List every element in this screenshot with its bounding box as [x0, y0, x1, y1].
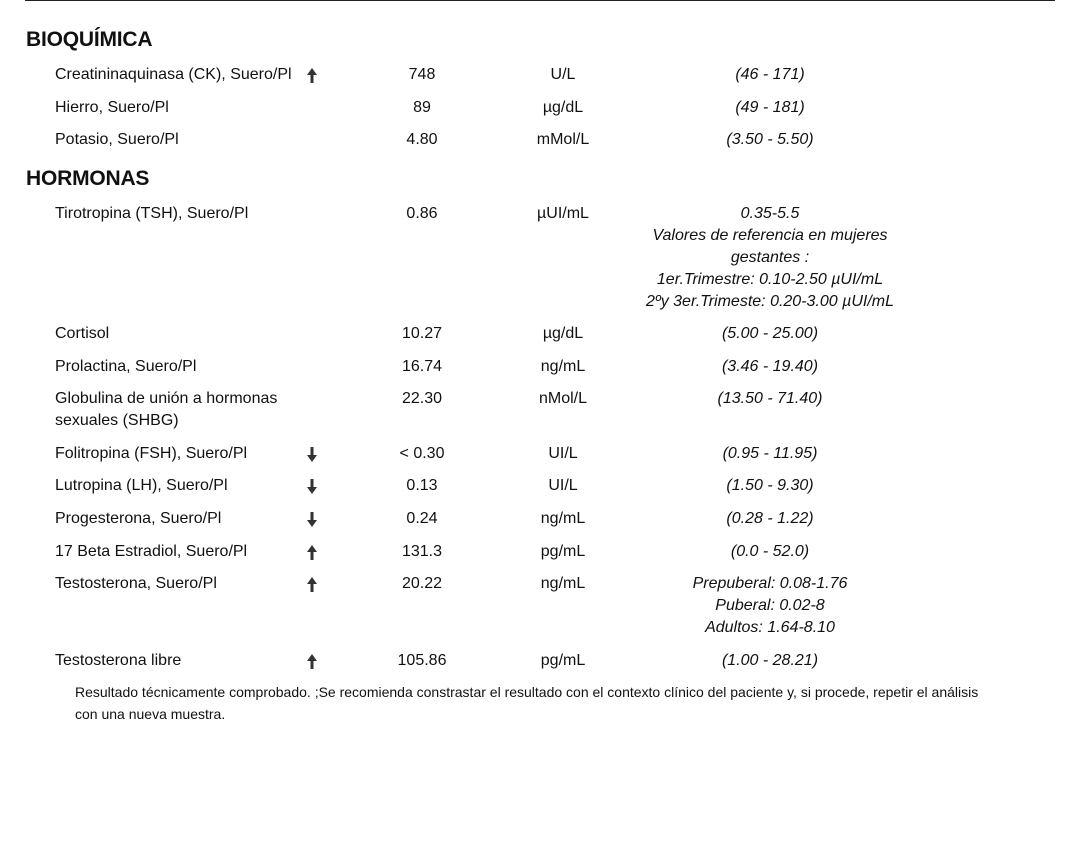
- test-value: 20.22: [401, 575, 443, 592]
- test-value: 105.86: [397, 652, 447, 669]
- test-unit: ng/mL: [540, 575, 586, 592]
- test-value: 0.13: [406, 477, 438, 494]
- test-name: Cortisol: [55, 325, 110, 342]
- arrow-down-icon: [306, 508, 320, 530]
- reference-range: (0.0 - 52.0): [730, 543, 810, 560]
- arrow-up-icon: [306, 541, 320, 563]
- section-title-bioquimica: BIOQUÍMICA: [26, 28, 153, 51]
- test-value: 131.3: [401, 543, 443, 560]
- reference-range: (49 - 181): [735, 99, 805, 116]
- reference-range: (0.95 - 11.95): [722, 445, 818, 462]
- reference-range: (3.46 - 19.40): [721, 358, 819, 375]
- reference-range: (0.28 - 1.22): [726, 510, 814, 527]
- test-name: Hierro, Suero/Pl: [55, 99, 169, 116]
- test-name: Potasio, Suero/Pl: [55, 131, 179, 148]
- test-value: 0.86: [406, 205, 438, 222]
- test-name: Testosterona libre: [55, 652, 182, 669]
- test-unit: nMol/L: [538, 390, 588, 407]
- test-unit: mMol/L: [536, 131, 590, 148]
- test-name: Testosterona, Suero/Pl: [55, 575, 217, 592]
- test-value: 89: [413, 99, 431, 116]
- arrow-down-icon: [306, 443, 320, 465]
- reference-range: (46 - 171): [735, 66, 805, 83]
- test-name: Folitropina (FSH), Suero/Pl: [55, 445, 248, 462]
- arrow-up-icon: [306, 64, 320, 86]
- test-value: 0.24: [406, 510, 438, 527]
- test-value: 16.74: [401, 358, 443, 375]
- test-name: Prolactina, Suero/Pl: [55, 358, 197, 375]
- arrow-up-icon: [306, 650, 320, 672]
- test-unit: µUI/mL: [537, 205, 589, 222]
- arrow-up-icon: [306, 573, 320, 595]
- test-name: Progesterona, Suero/Pl: [55, 510, 222, 527]
- test-value: 748: [408, 66, 436, 83]
- reference-range: (1.00 - 28.21): [721, 652, 819, 669]
- arrow-down-icon: [306, 475, 320, 497]
- test-name: 17 Beta Estradiol, Suero/Pl: [55, 543, 248, 560]
- test-unit: UI/L: [548, 477, 578, 494]
- test-unit: ng/mL: [540, 358, 586, 375]
- test-name: Globulina de unión a hormonas sexuales (SHBG): [55, 390, 278, 429]
- test-unit: pg/mL: [540, 543, 586, 560]
- reference-range: (13.50 - 71.40): [717, 390, 823, 407]
- test-unit: U/L: [550, 66, 576, 83]
- test-name: Lutropina (LH), Suero/Pl: [55, 477, 228, 494]
- reference-range: 0.35-5.5 Valores de referencia en mujeres gestantes : 1er.Trimestre: 0.10-2.50 µUI/mL 2ºy 3er.Trimeste: 0.20-3.00 µUI/mL: [645, 205, 895, 310]
- test-unit: ng/mL: [540, 510, 586, 527]
- reference-range: (1.50 - 9.30): [726, 477, 814, 494]
- reference-range: (5.00 - 25.00): [721, 325, 819, 342]
- test-name: Creatininaquinasa (CK), Suero/Pl: [55, 66, 292, 83]
- test-value: 10.27: [401, 325, 443, 342]
- reference-range: (3.50 - 5.50): [726, 131, 814, 148]
- test-unit: µg/dL: [542, 325, 584, 342]
- test-value: 4.80: [406, 131, 438, 148]
- test-value: < 0.30: [399, 445, 445, 462]
- top-rule: [25, 0, 1055, 1]
- test-value: 22.30: [401, 390, 443, 407]
- test-unit: UI/L: [548, 445, 578, 462]
- result-note: Resultado técnicamente comprobado. ;Se recomienda constrastar el resultado con el contexto clínico del paciente y, si procede, repetir el análisis con una nueva muestra.: [75, 684, 979, 722]
- reference-range: Prepuberal: 0.08-1.76 Puberal: 0.02-8 Adultos: 1.64-8.10: [692, 575, 848, 636]
- section-title-hormonas: HORMONAS: [26, 167, 150, 190]
- test-unit: µg/dL: [542, 99, 584, 116]
- test-unit: pg/mL: [540, 652, 586, 669]
- test-name: Tirotropina (TSH), Suero/Pl: [55, 205, 249, 222]
